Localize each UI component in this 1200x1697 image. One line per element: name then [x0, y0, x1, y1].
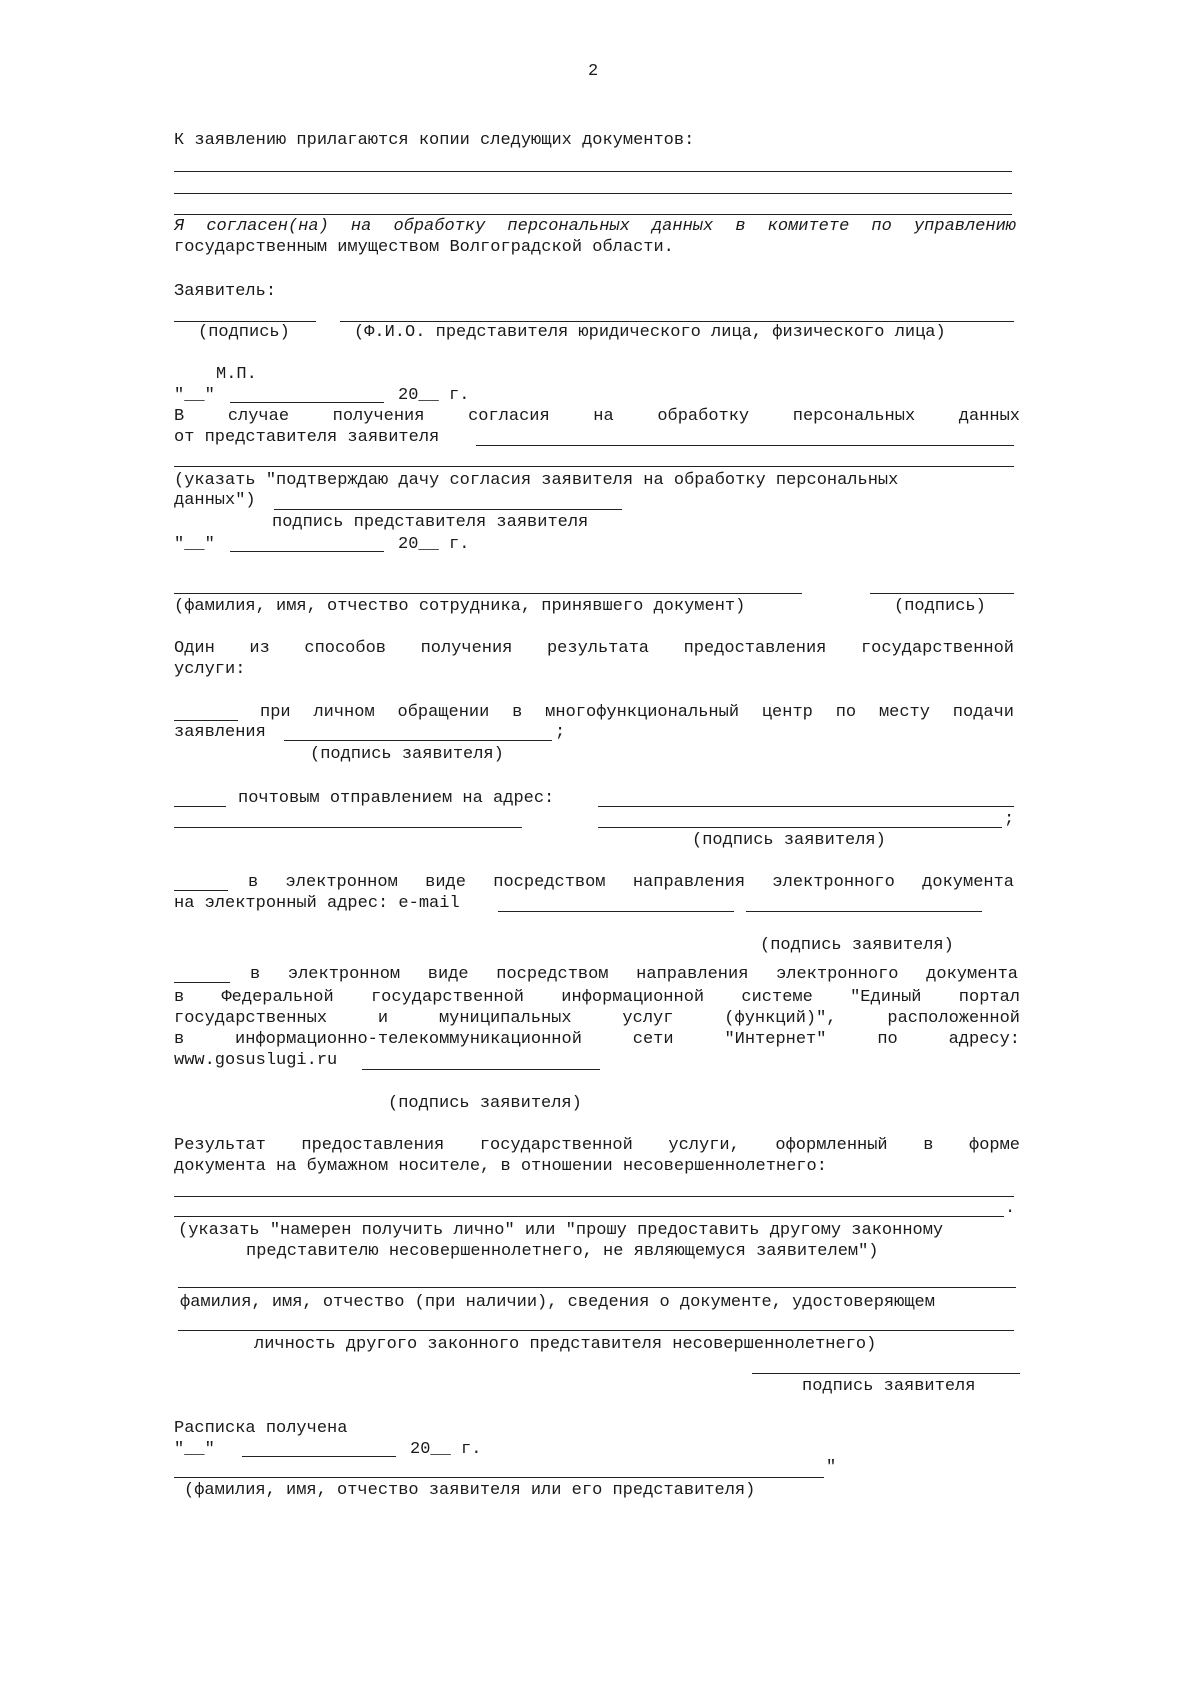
attachments-intro: К заявлению прилагаются копии следующих документов:	[174, 131, 695, 150]
paper-result-hint-1: (указать "намерен получить лично" или "прошу предоставить другому законному	[178, 1221, 944, 1240]
portal-line-4: в информационно-телекоммуникационной сети "Интернет" по адресу:	[174, 1030, 1020, 1049]
employee-fio-caption: (фамилия, имя, отчество сотрудника, принявшего документ)	[174, 597, 746, 616]
receipt-quote: "	[826, 1458, 837, 1477]
rep-signature-caption: подпись представителя заявителя	[272, 513, 589, 532]
employee-fio-line[interactable]	[174, 593, 802, 594]
rep-case-line-2: от представителя заявителя	[174, 428, 440, 447]
postal-address-line-2[interactable]	[174, 827, 522, 828]
date-year-2: 20__ г.	[398, 535, 470, 554]
methods-intro-line-1: Один из способов получения результата предоставления государственной	[174, 639, 1014, 658]
rep-case-field-line-1[interactable]	[476, 445, 1014, 446]
attachments-line-1[interactable]	[174, 171, 1012, 172]
receipt-fio-line[interactable]	[174, 1477, 824, 1478]
paper-fio-caption-1: фамилия, имя, отчество (при наличии), сведения о документе, удостоверяющем	[180, 1293, 935, 1312]
attachments-line-2[interactable]	[174, 193, 1012, 194]
email-signature-caption: (подпись заявителя)	[760, 936, 954, 955]
paper-result-line-2: документа на бумажном носителе, в отношении несовершеннолетнего:	[174, 1157, 827, 1176]
rep-case-line-1: В случае получения согласия на обработку персональных данных	[174, 407, 1020, 426]
paper-fio-line-1[interactable]	[178, 1287, 1016, 1288]
employee-signature-caption: (подпись)	[894, 597, 986, 616]
date-month-line-2[interactable]	[230, 551, 384, 552]
applicant-fio-line[interactable]	[340, 321, 1014, 322]
paper-result-hint-2: представителю несовершеннолетнего, не являющемуся заявителем")	[246, 1242, 879, 1261]
postal-checkbox-line[interactable]	[174, 806, 226, 807]
personal-line-2: заявления	[174, 723, 266, 742]
email-signature-line[interactable]	[746, 911, 982, 912]
receipt-date-month-line[interactable]	[242, 1456, 396, 1457]
stamp-label: М.П.	[216, 365, 257, 384]
postal-semicolon: ;	[1004, 810, 1015, 829]
paper-result-line-b[interactable]	[174, 1216, 1004, 1217]
paper-fio-line-2[interactable]	[178, 1330, 1014, 1331]
personal-semicolon: ;	[555, 723, 566, 742]
paper-result-period: .	[1005, 1199, 1016, 1218]
receipt-label: Расписка получена	[174, 1419, 348, 1438]
paper-fio-caption-2: личность другого законного представителя несовершеннолетнего)	[254, 1335, 877, 1354]
date-year-1: 20__ г.	[398, 386, 470, 405]
page-number: 2	[588, 62, 599, 81]
applicant-signature-caption: (подпись)	[198, 323, 290, 342]
receipt-date-year: 20__ г.	[410, 1440, 482, 1459]
applicant-signature-line[interactable]	[174, 321, 316, 322]
paper-signature-caption: подпись заявителя	[802, 1377, 976, 1396]
consent-line-2: государственным имуществом Волгоградской области.	[174, 238, 674, 257]
postal-address-line-1[interactable]	[598, 806, 1014, 807]
receipt-fio-caption: (фамилия, имя, отчество заявителя или его представителя)	[184, 1481, 756, 1500]
postal-label: почтовым отправлением на адрес:	[238, 789, 555, 808]
portal-signature-caption: (подпись заявителя)	[388, 1094, 582, 1113]
personal-signature-caption: (подпись заявителя)	[310, 745, 504, 764]
personal-checkbox-line[interactable]	[174, 720, 238, 721]
paper-result-line-1: Результат предоставления государственной услуги, оформленный в форме	[174, 1136, 1020, 1155]
date-month-line-1[interactable]	[230, 402, 384, 403]
portal-line-2: в Федеральной государственной информационной системе "Единый портал	[174, 988, 1020, 1007]
receipt-date-day: "__"	[174, 1440, 215, 1459]
rep-case-hint-line-2: данных")	[174, 491, 256, 510]
email-line-2: на электронный адрес: e-mail	[174, 894, 460, 913]
consent-line-1: Я согласен(на) на обработку персональных данных в комитете по управлению	[174, 217, 1016, 236]
paper-result-line-a[interactable]	[174, 1196, 1014, 1197]
email-line-1: в электронном виде посредством направления электронного документа	[248, 873, 1014, 892]
postal-signature-caption: (подпись заявителя)	[692, 831, 886, 850]
portal-signature-line[interactable]	[362, 1069, 600, 1070]
postal-signature-line[interactable]	[598, 827, 1002, 828]
date-day-1: "__"	[174, 386, 215, 405]
rep-case-field-line-2[interactable]	[174, 466, 1014, 467]
methods-intro-line-2: услуги:	[174, 660, 246, 679]
personal-signature-line[interactable]	[284, 740, 552, 741]
email-address-line[interactable]	[498, 911, 734, 912]
portal-line-1: в электронном виде посредством направления электронного документа	[250, 965, 1018, 984]
attachments-line-3[interactable]	[174, 214, 1012, 215]
date-day-2: "__"	[174, 535, 215, 554]
rep-signature-line[interactable]	[274, 509, 622, 510]
portal-line-3: государственных и муниципальных услуг (функций)", расположенной	[174, 1009, 1020, 1028]
applicant-label: Заявитель:	[174, 282, 277, 301]
paper-signature-line[interactable]	[752, 1373, 1020, 1374]
portal-checkbox-line[interactable]	[174, 982, 230, 983]
applicant-fio-caption: (Ф.И.О. представителя юридического лица, физического лица)	[354, 323, 946, 342]
employee-signature-line[interactable]	[870, 593, 1014, 594]
portal-line-5: www.gosuslugi.ru	[174, 1051, 338, 1070]
email-checkbox-line[interactable]	[174, 890, 228, 891]
rep-case-hint-line-1: (указать "подтверждаю дачу согласия заявителя на обработку персональных	[174, 471, 899, 490]
personal-line-1: при личном обращении в многофункциональный центр по месту подачи	[260, 703, 1014, 722]
